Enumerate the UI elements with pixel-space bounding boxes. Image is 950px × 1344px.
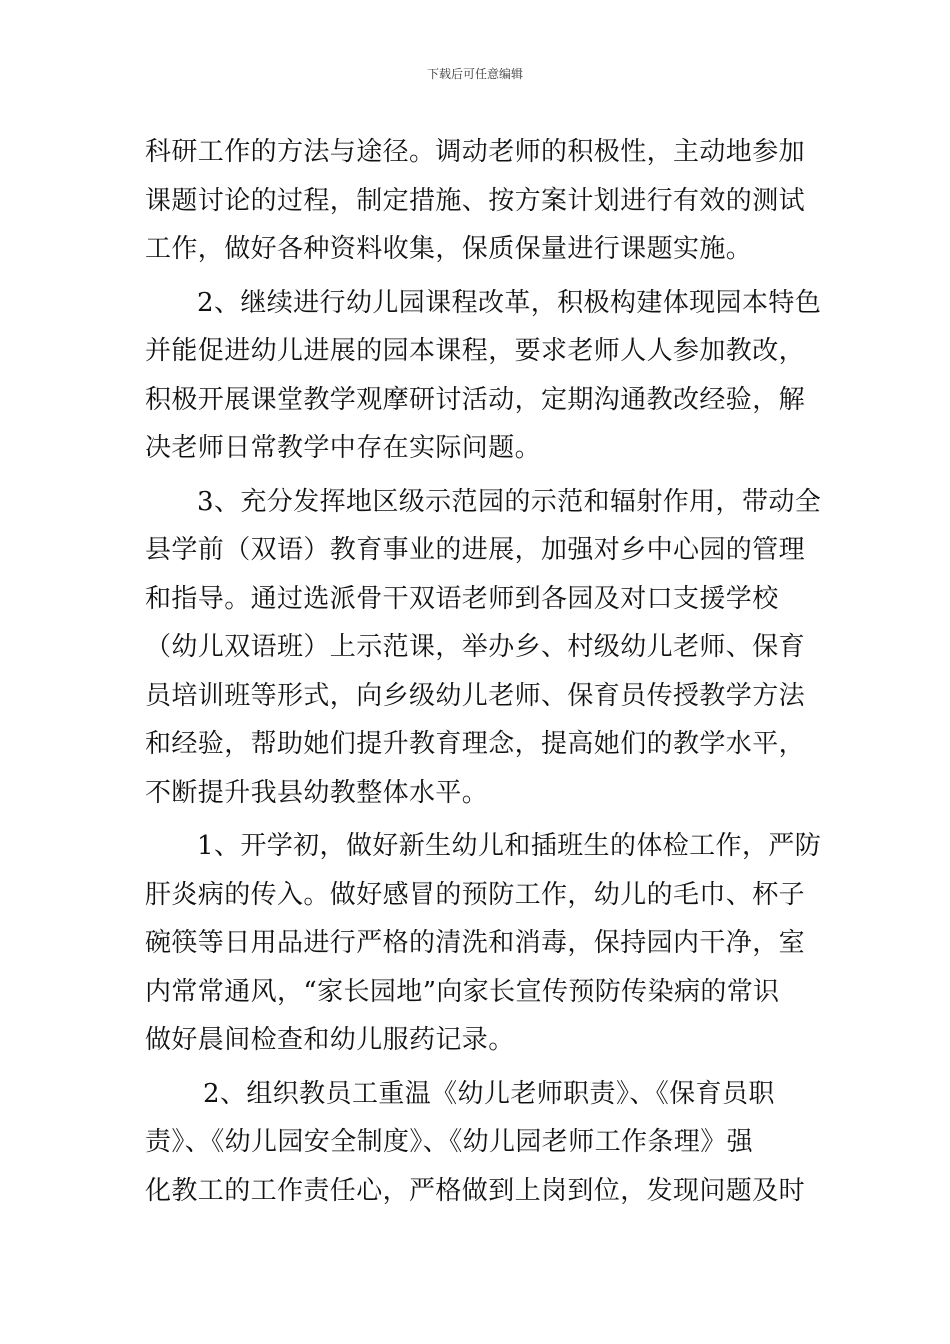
text-line: 不断提升我县幼教整体水平。 — [145, 777, 489, 808]
text-line: 和经验，帮助她们提升教育理念，提高她们的教学水平， — [145, 729, 806, 759]
document-body — [145, 128, 822, 1215]
text-line: 和指导。通过选派骨干双语老师到各园及对口支援学校 — [145, 583, 779, 614]
text-line: 做好晨间检查和幼儿服药记录。 — [145, 1025, 515, 1055]
text-line: 决老师日常教学中存在实际问题。 — [145, 433, 542, 463]
text-line: 碗筷等日用品进行严格的清洗和消毒，保持园内干净，室 — [145, 928, 806, 958]
paragraph-start-line: 2、组织教员工重温《幼儿老师职责》、《保育员职 — [203, 1078, 775, 1109]
text-line: 肝炎病的传入。做好感冒的预防工作，幼儿的毛巾、杯子 — [145, 879, 806, 910]
text-line: 并能促进幼儿进展的园本课程，要求老师人人参加教改， — [145, 336, 806, 366]
text-line: 县学前（双语）教育事业的进展，加强对乡中心园的管理 — [145, 535, 806, 565]
text-line: （幼儿双语班）上示范课，举办乡、村级幼儿老师、保育 — [145, 632, 806, 662]
text-line: 内常常通风，“家长园地”向家长宣传预防传染病的常识 — [145, 976, 780, 1007]
text-line: 工作，做好各种资料收集，保质保量进行课题实施。 — [145, 234, 753, 264]
text-line: 员培训班等形式，向乡级幼儿老师、保育员传授教学方法 — [145, 680, 806, 711]
paragraph-start-line: 3、充分发挥地区级示范园的示范和辐射作用，带动全 — [197, 486, 822, 517]
paragraph-start-line: 1、开学初，做好新生幼儿和插班生的体检工作，严防 — [197, 831, 822, 861]
text-line: 责》、《幼儿园安全制度》、《幼儿园老师工作条理》强 — [145, 1127, 754, 1157]
paragraph-start-line: 2、继续进行幼儿园课程改革，积极构建体现园本特色 — [197, 287, 822, 318]
text-line: 科研工作的方法与途径。调动老师的积极性，主动地参加 — [145, 137, 806, 167]
text-line: 课题讨论的过程，制定措施、按方案计划进行有效的测试 — [145, 185, 806, 216]
text-line: 积极开展课堂教学观摩研讨活动，定期沟通教改经验，解 — [145, 384, 806, 415]
text-line: 化教工的工作责任心，严格做到上岗到位，发现问题及时 — [145, 1175, 806, 1206]
page-header: 下载后可任意编辑 — [426, 67, 523, 81]
